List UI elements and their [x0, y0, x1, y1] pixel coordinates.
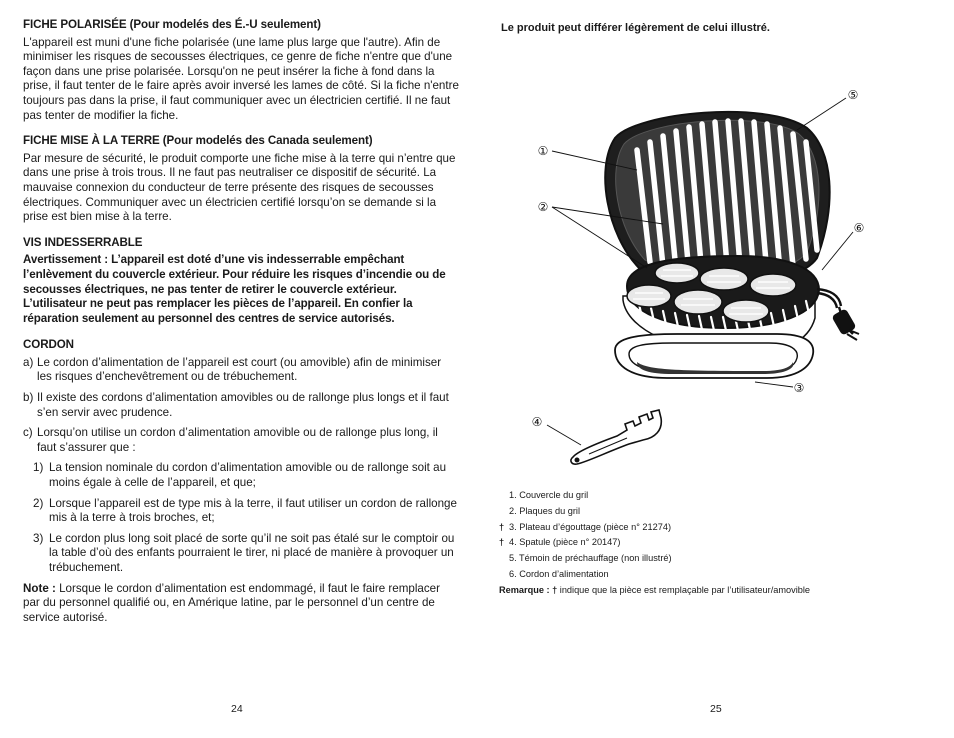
cord-item	[23, 391, 459, 420]
heading-cord: CORDON	[23, 338, 74, 352]
subitem-marker: 1)	[33, 461, 44, 475]
callout-1: ①	[537, 144, 549, 158]
note-label: Note :	[23, 581, 56, 595]
remark	[499, 583, 810, 599]
right-page	[477, 0, 954, 738]
subitem-text: Le cordon plus long soit placé de sorte qu’il ne soit pas étalé sur le comptoir ou la table d’où des enfants pourraient le tirer, ni placé de manière à provoquer un trébuchement.	[49, 531, 455, 574]
cord-subitem	[33, 461, 459, 490]
dagger-mark: †	[499, 537, 505, 548]
heading-tamper-screw: VIS INDESSERRABLE	[23, 235, 143, 249]
item-text: Lorsqu’on utilise un cordon d’alimentation amovible ou de rallonge plus long, il faut s’assurer que :	[37, 426, 438, 454]
part-text: 5. Témoin de préchauffage (non illustré)	[509, 553, 672, 564]
subitem-text: Lorsque l’appareil est de type mis à la terre, il faut utiliser un cordon de rallonge mis à la terre à trois broches, et;	[49, 496, 457, 525]
power-cord	[817, 289, 859, 340]
subitem-marker: 3)	[33, 531, 44, 545]
part-text: 6. Cordon d’alimentation	[509, 568, 609, 579]
page-number-left: 24	[231, 703, 243, 715]
cord-item	[23, 426, 459, 455]
subitem-text: La tension nominale du cordon d’alimentation amovible ou de rallonge soit au moins égale à celle de l’appareil, et que;	[49, 461, 447, 490]
remark-text: indique que la pièce est remplaçable par l’utilisateur/amovible	[557, 584, 811, 595]
dagger-mark	[499, 504, 509, 520]
dagger-mark	[499, 567, 509, 583]
drip-tray	[615, 334, 813, 378]
item-text: Le cordon d’alimentation de l’appareil est court (ou amovible) afin de minimiser les risques d’enchevêtrement ou de trébuchement.	[37, 355, 442, 384]
disclaimer: Le produit peut différer légèrement de celui illustré.	[501, 22, 770, 34]
part-text: 1. Couvercle du gril	[509, 490, 589, 500]
para-polarized-plug: L'appareil est muni d'une fiche polarisée (une lame plus large que l'autre). Afin de minimiser les risques de secousses électriques, ce genre de fiche n'entre que d'une façon dans une prise polarisée. Lorsqu'on ne peut insérer la fiche à fond dans la prise, il faut tenter de le faire après avoir inversé les lames de côté. Si la fiche n'entre toujours pas dans la prise, il faut communiquer avec un électricien certifié. Il ne faut pas tenter de modifier la fiche.	[23, 35, 459, 122]
dagger-mark	[499, 488, 509, 504]
dagger-mark: †	[499, 521, 505, 532]
parts-list-item	[499, 535, 810, 551]
item-text: Il existe des cordons d’alimentation amovibles ou de rallonge plus longs et il faut s’en servir avec prudence.	[37, 391, 449, 419]
callout-6: ⑥	[853, 221, 865, 235]
spatula	[571, 410, 661, 464]
item-marker: c)	[23, 426, 33, 440]
parts-list-item	[499, 488, 810, 504]
parts-list	[499, 488, 810, 599]
cord-note	[23, 582, 459, 626]
heading-polarized-plug: FICHE POLARISÉE (Pour modelés des É.-U seulement)	[23, 18, 321, 31]
parts-list-item	[499, 520, 810, 536]
dagger-mark	[499, 551, 509, 567]
callout-3: ③	[793, 381, 805, 395]
parts-list-item	[499, 551, 810, 567]
note-text: Lorsque le cordon d’alimentation est endommagé, il faut le faire remplacer par du personnel qualifié ou, en Amérique latine, par le personnel d’un centre de service autorisé.	[23, 581, 440, 624]
left-column	[23, 18, 459, 625]
remark-label: Remarque : †	[499, 584, 558, 595]
cord-subitem	[33, 497, 459, 526]
part-text: 3. Plateau d’égouttage (pièce n° 21274)	[509, 521, 672, 532]
para-tamper-screw: Avertissement : L’appareil est doté d’une vis indesserrable empêchant l’enlèvement du couvercle extérieur. Pour réduire les risques d’incendie ou de secousses électriques, ne pas tenter de retirer le couvercle extérieur. L’utilisateur ne peut pas remplacer les pièces de l’appareil. En confier la réparation seulement au personnel des centres de service autorisés.	[23, 253, 446, 325]
callout-5: ⑤	[847, 88, 859, 102]
part-text: 2. Plaques du gril	[509, 505, 580, 516]
parts-list-item	[499, 567, 810, 583]
item-marker: b)	[23, 391, 34, 405]
cord-item	[23, 356, 459, 385]
heading-grounded-plug: FICHE MISE À LA TERRE (Pour modelés des Canada seulement)	[23, 134, 373, 148]
item-marker: a)	[23, 355, 34, 369]
parts-list-item	[499, 504, 810, 520]
page-number-right: 25	[710, 703, 722, 715]
grill-illustration	[477, 0, 954, 480]
part-text: 4. Spatule (pièce n° 20147)	[509, 537, 621, 548]
para-grounded-plug: Par mesure de sécurité, le produit comporte une fiche mise à la terre qui n’entre que dans une prise à trois trous. Il ne faut pas neutraliser ce dispositif de sécurité. La mauvaise connexion du conducteur de terre présente des risques de secousses électriques. Communiquer avec un électricien certifié lorsqu’on se demande si la prise est bien mise à la terre.	[23, 151, 456, 224]
callout-2: ②	[537, 200, 549, 214]
callout-4: ④	[531, 415, 543, 429]
subitem-marker: 2)	[33, 496, 44, 510]
cord-subitem	[33, 532, 459, 576]
